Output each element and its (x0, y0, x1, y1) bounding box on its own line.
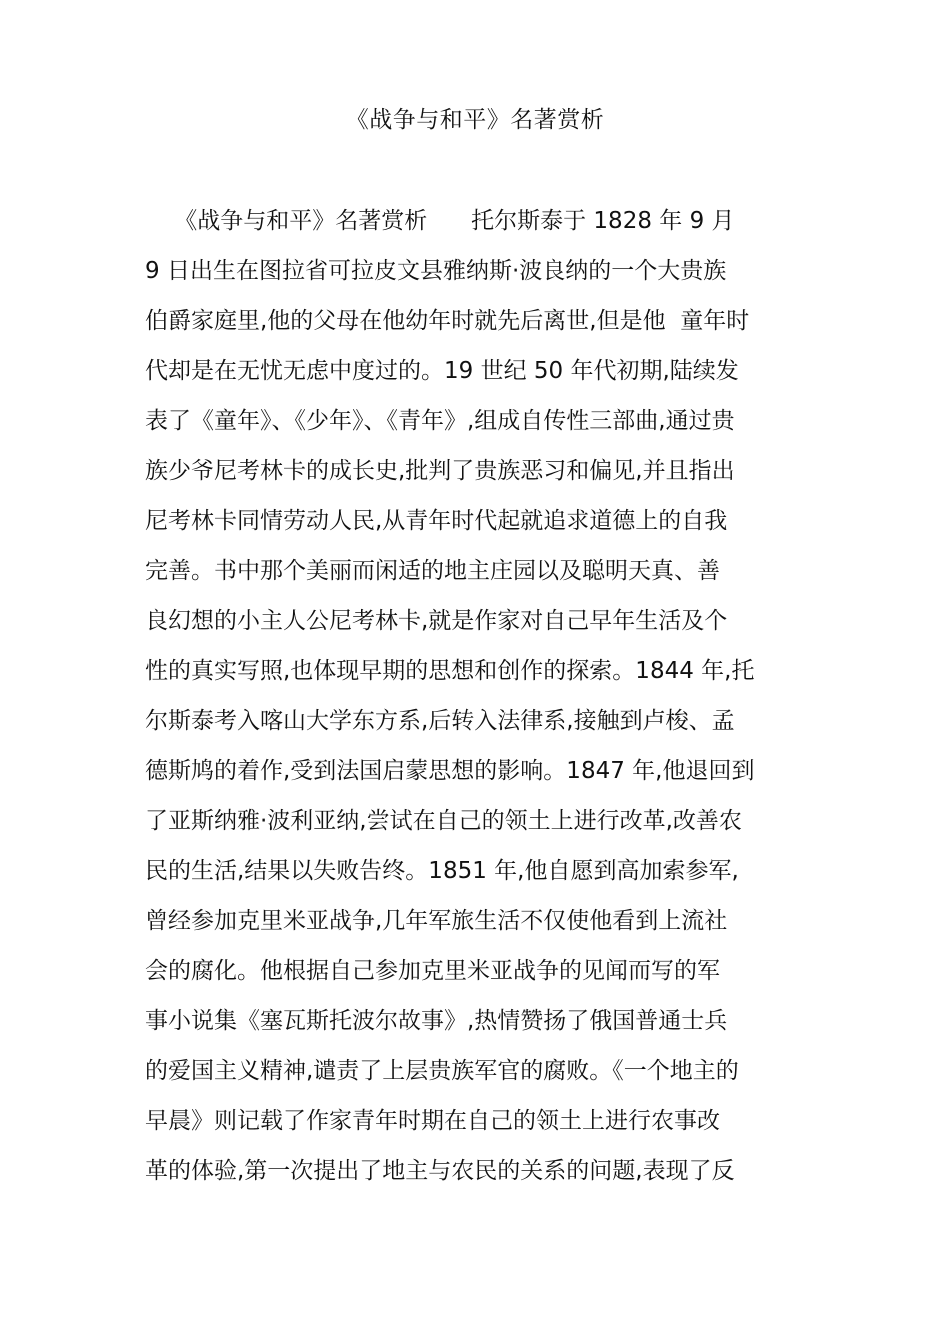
body-line: 表了《童年》、《少年》、《青年》,组成自传性三部曲,通过贵 (145, 408, 735, 434)
body-line: 伯爵家庭里,他的父母在他幼年时就先后离世,但是他 童年时 (145, 308, 750, 334)
body-line: 革的体验,第一次提出了地主与农民的关系的问题,表现了反 (145, 1158, 735, 1184)
document-body (145, 196, 817, 1196)
body-line: 早晨》则记载了作家青年时期在自己的领土上进行农事改 (145, 1108, 720, 1134)
body-line: 尼考林卡同情劳动人民,从青年时代起就追求道德上的自我 (145, 508, 728, 534)
body-line: 代却是在无忧无虑中度过的。19 世纪 50 年代初期,陆续发 (145, 358, 739, 384)
body-line: 《战争与和平》名著赏析 托尔斯泰于 1828 年 9 月 (145, 208, 735, 234)
body-line: 族少爷尼考林卡的成长史,批判了贵族恶习和偏见,并且指出 (145, 458, 735, 484)
body-line: 民的生活,结果以失败告终。1851 年,他自愿到高加索参军, (145, 858, 739, 884)
body-line: 德斯鸠的着作,受到法国启蒙思想的影响。1847 年,他退回到 (145, 758, 755, 784)
body-line: 了亚斯纳雅·波利亚纳,尝试在自己的领土上进行改革,改善农 (145, 808, 742, 834)
body-line: 会的腐化。他根据自己参加克里米亚战争的见闻而写的军 (145, 958, 720, 984)
body-line: 性的真实写照,也体现早期的思想和创作的探索。1844 年,托 (145, 658, 755, 684)
body-line: 事小说集《塞瓦斯托波尔故事》,热情赞扬了俄国普通士兵 (145, 1008, 728, 1034)
body-line: 曾经参加克里米亚战争,几年军旅生活不仅使他看到上流社 (145, 908, 728, 934)
body-line: 完善。书中那个美丽而闲适的地主庄园以及聪明天真、善 (145, 558, 720, 584)
body-line: 尔斯泰考入喀山大学东方系,后转入法律系,接触到卢梭、孟 (145, 708, 735, 734)
document-title: 《战争与和平》名著赏析 (345, 107, 605, 133)
body-line: 的爱国主义精神,谴责了上层贵族军官的腐败。《一个地主的 (145, 1058, 739, 1084)
body-line: 良幻想的小主人公尼考林卡,就是作家对自己早年生活及个 (145, 608, 728, 634)
body-line: 9 日出生在图拉省可拉皮文县雅纳斯·波良纳的一个大贵族 (145, 258, 727, 284)
